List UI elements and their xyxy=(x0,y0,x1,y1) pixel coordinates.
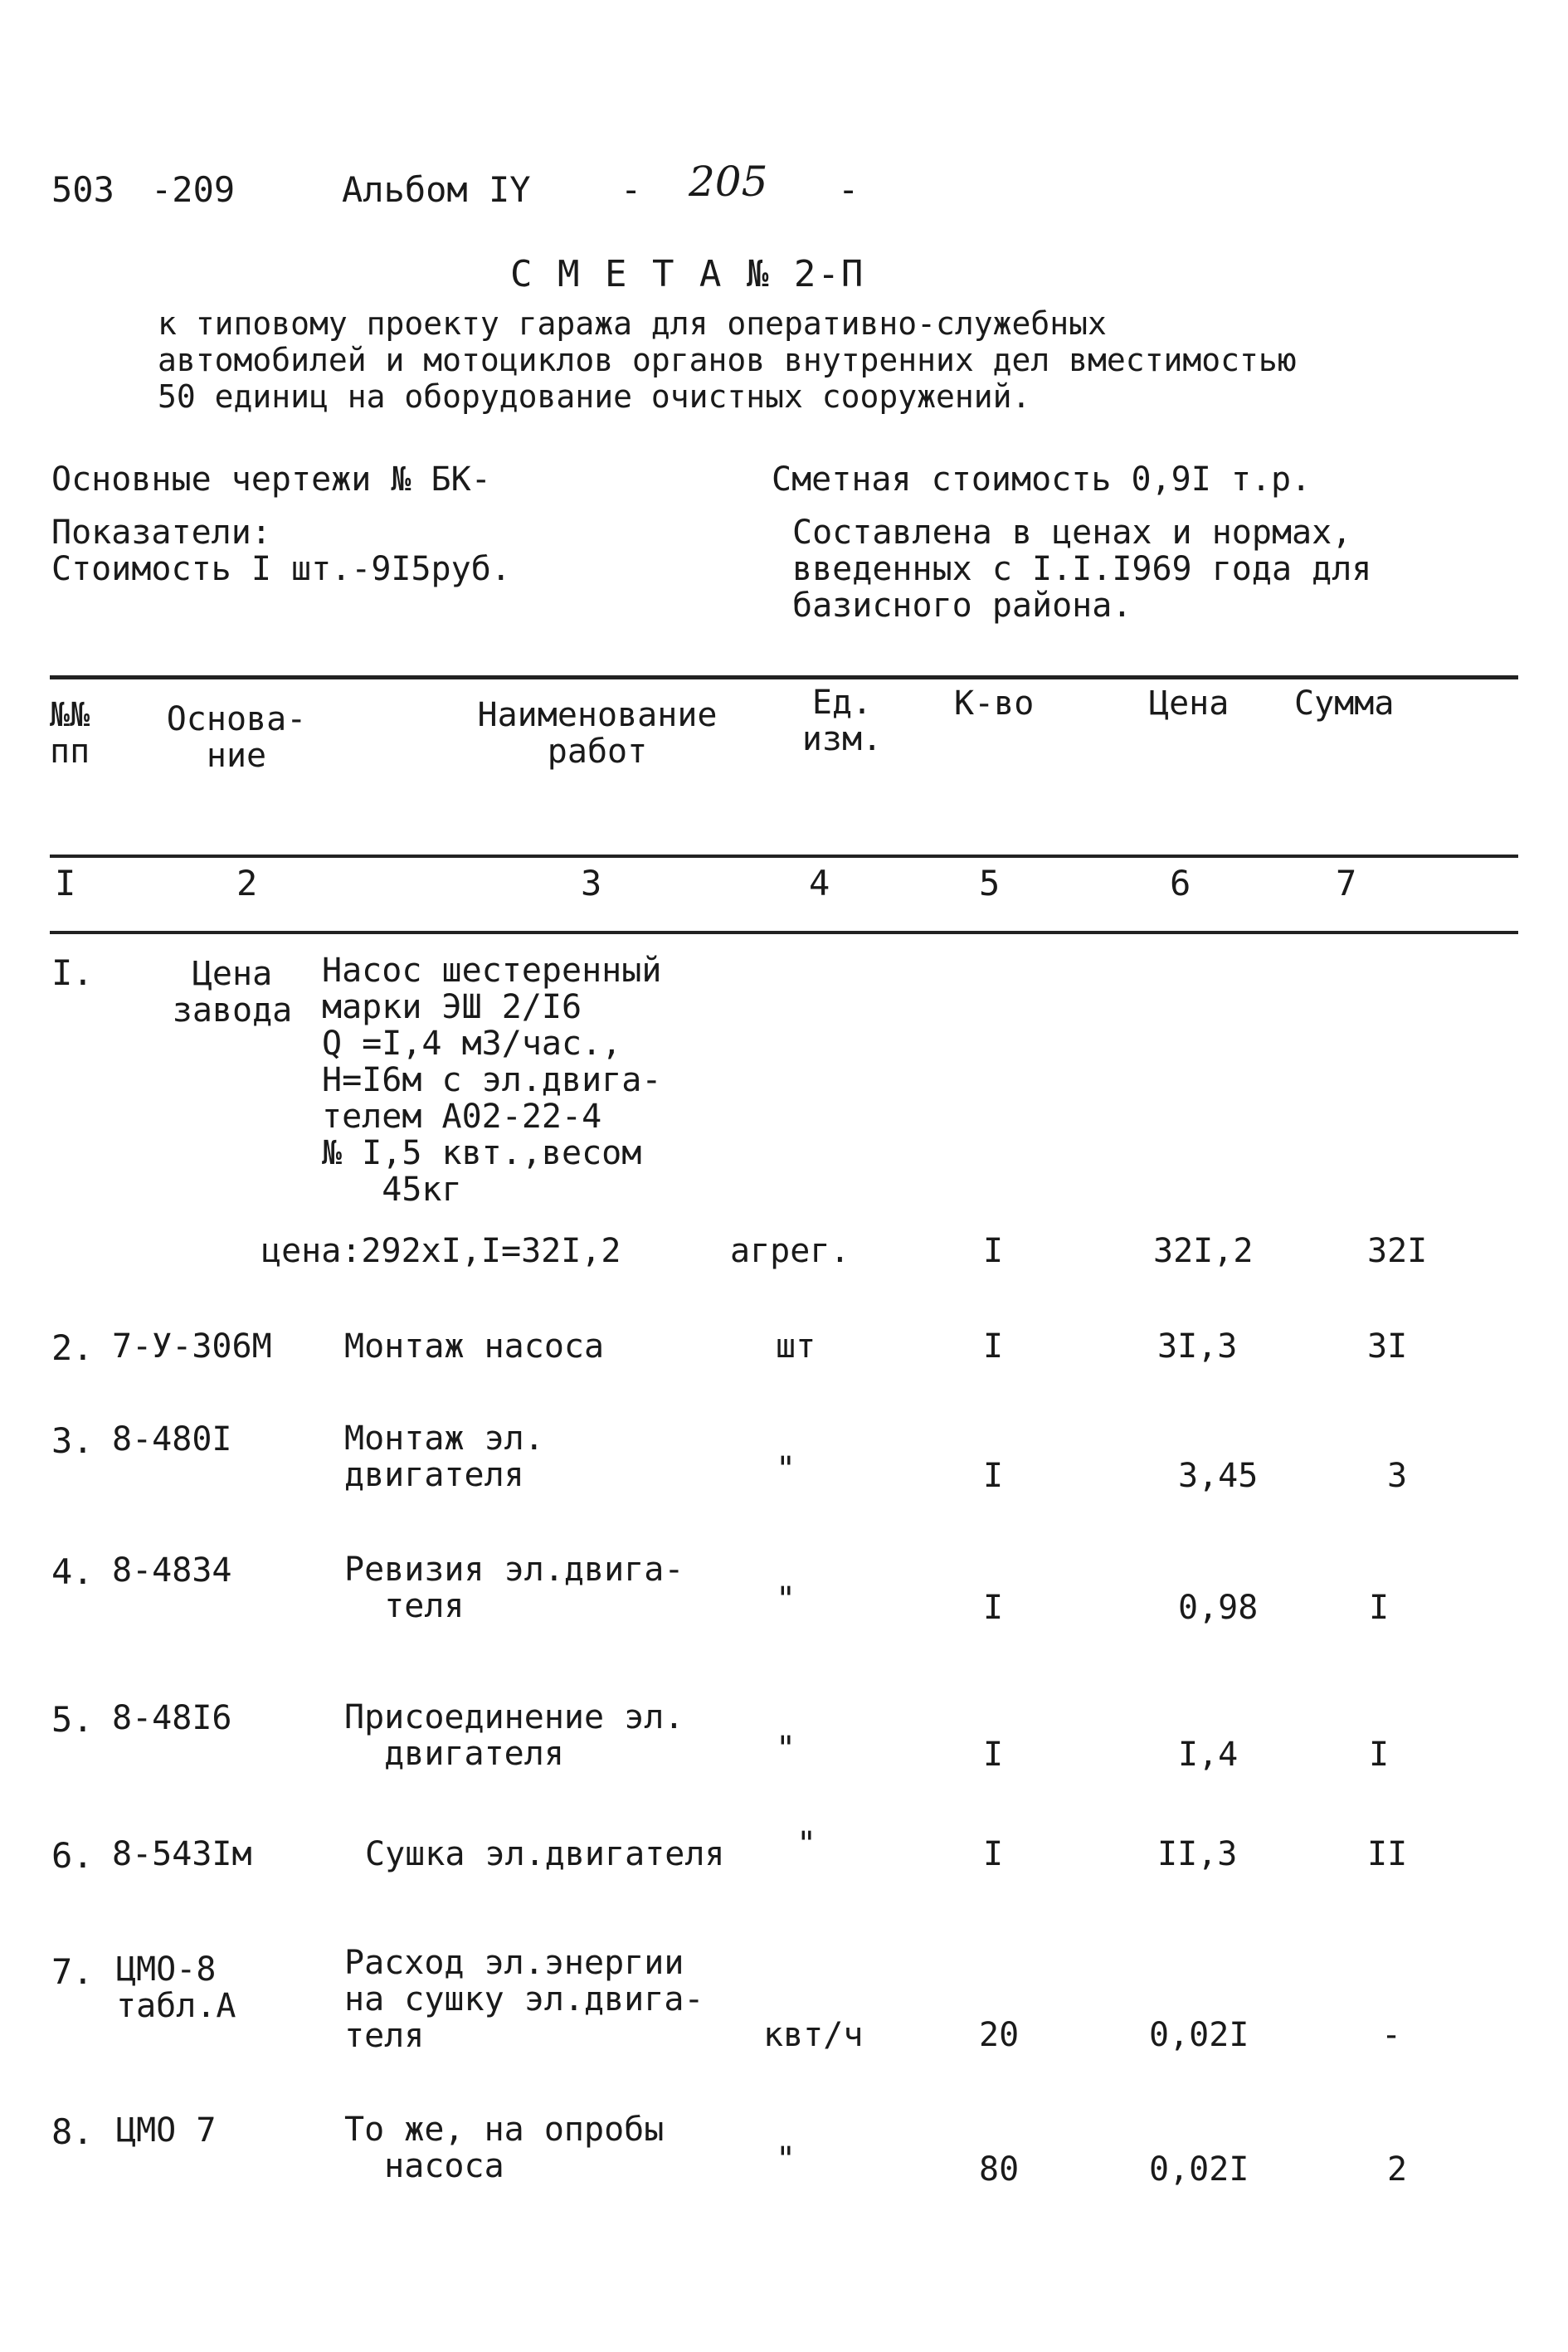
table-row-6-basis: 8-543Iм xyxy=(112,1835,252,1873)
compiled-note: Составлена в ценах и нормах, введенных с I.I.I969 года для базисного района. xyxy=(792,514,1372,625)
table-row-1-num: I. xyxy=(51,952,94,993)
table-row-1-unit: агрег. xyxy=(730,1232,850,1270)
document-subtitle: к типовому проекту гаража для оперативно-служебных автомобилей и мотоциклов органов внутренних дел вместимостью 50 единиц на оборудование очистных сооружений. xyxy=(158,305,1297,415)
table-row-2-basis: 7-У-306М xyxy=(112,1327,272,1366)
main-drawings: Основные чертежи № БК- xyxy=(51,460,491,499)
table-row-5-name: Присоединение эл. двигателя xyxy=(344,1698,684,1773)
col-number-2: 2 xyxy=(236,863,258,903)
table-row-8-sum: 2 xyxy=(1387,2150,1408,2189)
table-row-8-basis: ЦМО 7 xyxy=(116,2111,217,2150)
table-row-7-basis: ЦМО-8 табл.А xyxy=(116,1950,236,2025)
table-top-rule xyxy=(50,675,1518,679)
table-row-3-sum: 3 xyxy=(1387,1457,1408,1495)
table-row-6-num: 6. xyxy=(51,1835,94,1876)
table-row-7-price: 0,02I xyxy=(1149,2016,1249,2054)
col-number-5: 5 xyxy=(979,863,1001,903)
estimated-cost: Сметная стоимость 0,9I т.р. xyxy=(772,460,1312,499)
table-row-5-unit: " xyxy=(776,1730,796,1768)
table-row-8-unit: " xyxy=(776,2140,796,2179)
page-number: 205 xyxy=(689,158,768,206)
header-unit: Ед. изм. xyxy=(801,684,883,758)
table-row-2-price: 3I,3 xyxy=(1157,1327,1238,1366)
table-row-8-qty: 80 xyxy=(979,2150,1020,2189)
table-row-2-unit: шт xyxy=(776,1327,816,1366)
table-row-4-price: 0,98 xyxy=(1178,1589,1259,1627)
table-row-2-num: 2. xyxy=(51,1327,94,1368)
table-row-7-qty: 20 xyxy=(979,2016,1020,2054)
header-qty: К-во xyxy=(954,684,1035,723)
col-number-6: 6 xyxy=(1170,863,1191,903)
table-row-7-name: Расход эл.энергии на сушку эл.двига- теля xyxy=(344,1944,704,2055)
table-row-4-sum: I xyxy=(1369,1589,1390,1627)
column-number-top-rule xyxy=(50,855,1518,858)
column-number-bottom-rule xyxy=(50,931,1518,934)
doc-series: -209 xyxy=(151,169,236,210)
table-row-3-price: 3,45 xyxy=(1178,1457,1259,1495)
table-row-5-sum: I xyxy=(1369,1736,1390,1774)
table-row-1-name: Насос шестеренный марки ЭШ 2/I6 Q =I,4 м3/час., H=I6м с эл.двига- телем А02-22-4 № I,5 квт.,весом 45кг xyxy=(322,952,662,1209)
table-row-4-qty: I xyxy=(983,1589,1004,1627)
table-row-4-name: Ревизия эл.двига- теля xyxy=(344,1551,684,1625)
table-row-7-sum: - xyxy=(1381,2016,1402,2054)
doc-code: 503 xyxy=(51,169,114,210)
col-number-3: 3 xyxy=(581,863,602,903)
table-row-6-sum: II xyxy=(1367,1835,1408,1873)
table-row-5-num: 5. xyxy=(51,1699,94,1740)
header-price: Цена xyxy=(1149,684,1230,723)
table-row-3-unit: " xyxy=(776,1450,796,1488)
table-row-1-price: 32I,2 xyxy=(1153,1232,1254,1270)
table-row-8-price: 0,02I xyxy=(1149,2150,1249,2189)
header-basis: Основа- ние xyxy=(166,700,307,775)
table-row-4-unit: " xyxy=(776,1580,796,1619)
table-row-2-sum: 3I xyxy=(1367,1327,1408,1366)
table-row-4-basis: 8-4834 xyxy=(112,1551,232,1590)
table-row-6-price: II,3 xyxy=(1157,1835,1238,1873)
col-number-4: 4 xyxy=(809,863,830,903)
indicators: Показатели: Стоимость I шт.-9I5руб. xyxy=(51,514,511,588)
table-row-6-unit: " xyxy=(796,1825,817,1863)
table-row-6-name: Сушка эл.двигателя xyxy=(365,1835,725,1873)
table-row-3-basis: 8-480I xyxy=(112,1420,232,1458)
header-dash-right: - xyxy=(838,169,859,210)
table-row-2-qty: I xyxy=(983,1327,1004,1366)
table-row-6-qty: I xyxy=(983,1835,1004,1873)
header-sum: Сумма xyxy=(1294,684,1395,723)
header-name: Наименование работ xyxy=(477,696,718,771)
table-row-4-num: 4. xyxy=(51,1551,94,1592)
table-row-1-basis: Цена завода xyxy=(172,955,293,1030)
table-row-1-qty: I xyxy=(983,1232,1004,1270)
table-row-5-basis: 8-48I6 xyxy=(112,1699,232,1737)
table-row-8-name: То же, на опробы насоса xyxy=(344,2111,665,2185)
album-label: Альбом IY xyxy=(342,169,531,210)
col-number-7: 7 xyxy=(1336,863,1357,903)
table-row-7-unit: квт/ч xyxy=(763,2016,864,2054)
table-row-3-num: 3. xyxy=(51,1420,94,1461)
page-title: С М Е Т А № 2-П xyxy=(510,253,865,295)
header-dash-left: - xyxy=(621,169,642,210)
table-row-2-name: Монтаж насоса xyxy=(344,1327,605,1366)
col-number-1: I xyxy=(55,863,76,903)
table-row-8-num: 8. xyxy=(51,2111,94,2152)
table-row-3-name: Монтаж эл. двигателя xyxy=(344,1419,544,1494)
table-row-1-sum: 32I xyxy=(1367,1232,1428,1270)
table-row-7-num: 7. xyxy=(51,1951,94,1992)
table-row-5-price: I,4 xyxy=(1178,1736,1239,1774)
table-row-3-qty: I xyxy=(983,1457,1004,1495)
table-row-5-qty: I xyxy=(983,1736,1004,1774)
table-row-1-calc: цена:292xI,I=32I,2 xyxy=(261,1232,621,1270)
header-num: №№ пп xyxy=(50,696,90,771)
